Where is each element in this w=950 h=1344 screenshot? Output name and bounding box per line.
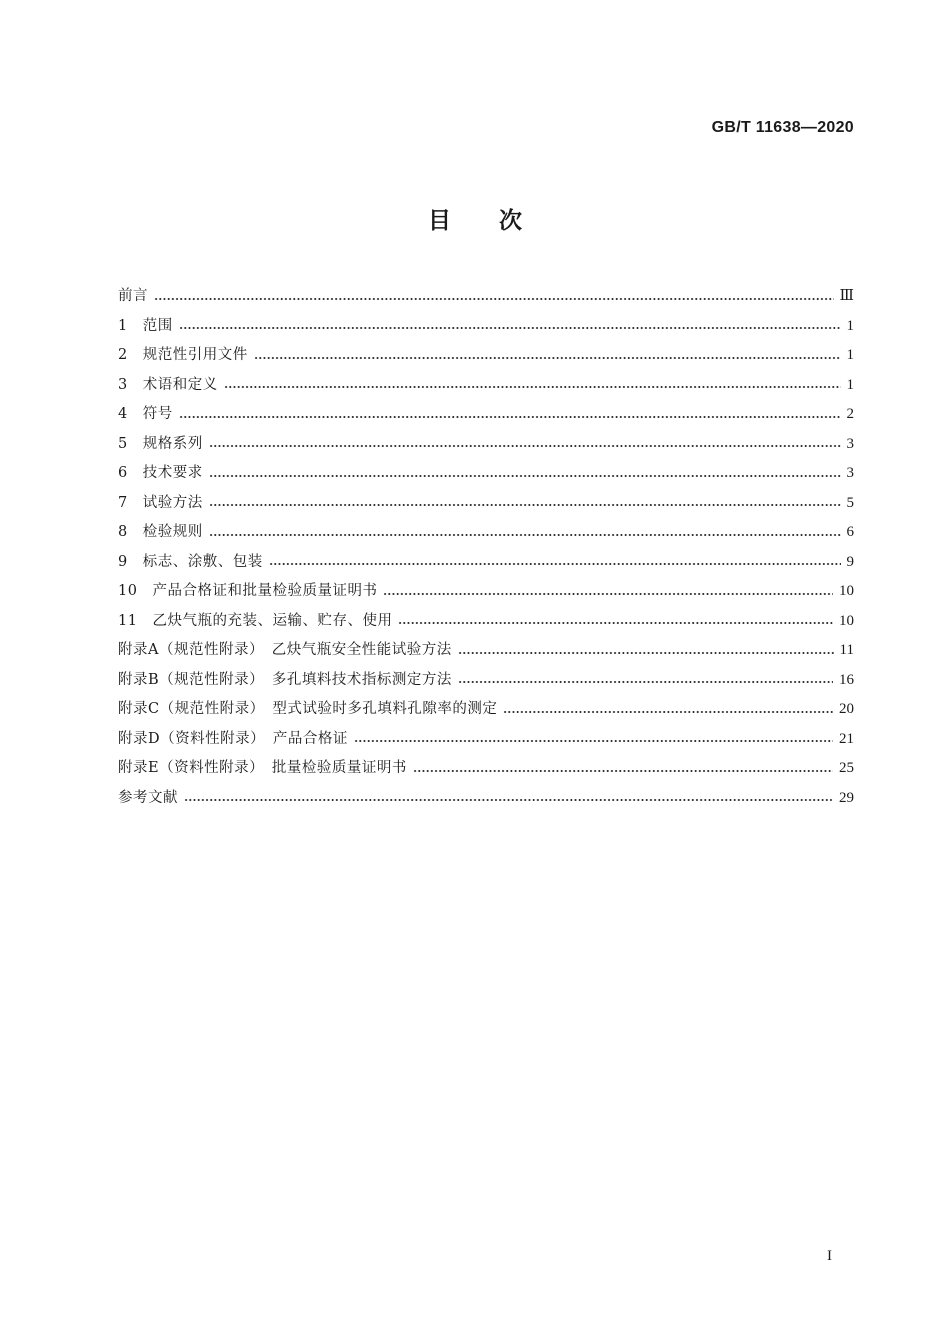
toc-entry-test-methods[interactable]	[118, 489, 854, 519]
dot-leader	[209, 474, 841, 478]
toc-entry-label: 10 产品合格证和批量检验质量证明书	[118, 583, 378, 599]
toc-entry-label: 3 术语和定义	[118, 376, 218, 393]
dot-leader	[209, 533, 841, 537]
toc-entry-marking-coating-packaging[interactable]	[118, 548, 854, 578]
dot-leader	[354, 739, 833, 743]
toc-entry-label: 附录B（规范性附录） 多孔填料技术指标测定方法	[118, 671, 452, 688]
toc-entry-label: 9 标志、涂敷、包装	[118, 553, 263, 570]
toc-entry-label: 5 规格系列	[118, 435, 203, 452]
toc-entry-page: 20	[839, 701, 854, 717]
toc-entry-bibliography[interactable]	[118, 784, 854, 814]
dot-leader	[503, 710, 833, 714]
toc-entry-page: 1	[846, 347, 854, 363]
toc-entry-page: 3	[846, 435, 854, 452]
toc-entry-label: 附录E（资料性附录） 批量检验质量证明书	[118, 760, 407, 776]
toc-entry-page: 11	[839, 642, 854, 658]
dot-leader	[269, 562, 841, 566]
toc-entry-page: 3	[846, 465, 854, 481]
toc-entry-page: 29	[839, 789, 854, 806]
toc-entry-label: 参考文献	[118, 789, 178, 806]
toc-entry-scope[interactable]	[118, 312, 854, 342]
toc-entry-inspection-rules[interactable]	[118, 518, 854, 548]
toc-entry-page: 10	[839, 612, 854, 629]
toc-entry-terms-definitions[interactable]	[118, 371, 854, 401]
dot-leader	[179, 326, 841, 330]
toc-entry-label: 6 技术要求	[118, 465, 203, 481]
toc-entry-page: Ⅲ	[839, 288, 854, 304]
toc-entry-label: 2 规范性引用文件	[118, 347, 248, 363]
toc-entry-label: 附录C（规范性附录） 型式试验时多孔填料孔隙率的测定	[118, 701, 498, 717]
toc-entry-page: 1	[846, 376, 854, 393]
toc-entry-page: 16	[839, 671, 854, 688]
toc-entry-label: 8 检验规则	[118, 524, 203, 540]
toc-entry-annex-d[interactable]	[118, 725, 854, 755]
toc-entry-page: 25	[839, 760, 854, 776]
toc-entry-technical-requirements[interactable]	[118, 459, 854, 489]
toc-entry-label: 11 乙炔气瓶的充装、运输、贮存、使用	[118, 612, 393, 629]
dot-leader	[209, 503, 841, 507]
toc-entry-label: 附录A（规范性附录） 乙炔气瓶安全性能试验方法	[118, 642, 452, 658]
dot-leader	[383, 592, 833, 596]
toc-entry-specification-series[interactable]	[118, 430, 854, 460]
toc-entry-filling-transport-storage[interactable]	[118, 607, 854, 637]
toc-entry-label: 7 试验方法	[118, 494, 203, 511]
dot-leader	[184, 798, 833, 802]
toc-entry-label: 4 符号	[118, 406, 173, 422]
toc-entry-page: 1	[846, 317, 854, 334]
dot-leader	[154, 297, 834, 301]
toc-entry-certificate[interactable]	[118, 577, 854, 607]
toc-entry-page: 5	[846, 494, 854, 511]
toc-entry-page: 10	[839, 583, 854, 599]
toc-entry-label: 附录D（资料性附录） 产品合格证	[118, 730, 348, 747]
toc-entry-normative-references[interactable]	[118, 341, 854, 371]
dot-leader	[398, 621, 833, 625]
dot-leader	[179, 415, 841, 419]
toc-entry-annex-c[interactable]	[118, 695, 854, 725]
toc-entry-page: 6	[846, 524, 854, 540]
page-title: 目次	[428, 208, 570, 234]
dot-leader	[254, 356, 841, 360]
toc-entry-page: 21	[839, 730, 854, 747]
toc-entry-annex-b[interactable]	[118, 666, 854, 696]
dot-leader	[209, 444, 841, 448]
toc-entry-page: 9	[846, 553, 854, 570]
toc-entry-symbols[interactable]	[118, 400, 854, 430]
dot-leader	[458, 680, 833, 684]
toc-entry-annex-e[interactable]	[118, 754, 854, 784]
toc-entry-label: 1 范围	[118, 317, 173, 334]
toc-entry-label: 前言	[118, 288, 148, 304]
table-of-contents	[118, 282, 854, 813]
standard-number: GB/T 11638—2020	[711, 119, 854, 136]
dot-leader	[224, 385, 841, 389]
toc-entry-page: 2	[846, 406, 854, 422]
page-number: I	[827, 1248, 832, 1264]
toc-entry-annex-a[interactable]	[118, 636, 854, 666]
toc-entry-foreword[interactable]	[118, 282, 854, 312]
dot-leader	[413, 769, 833, 773]
dot-leader	[458, 651, 834, 655]
